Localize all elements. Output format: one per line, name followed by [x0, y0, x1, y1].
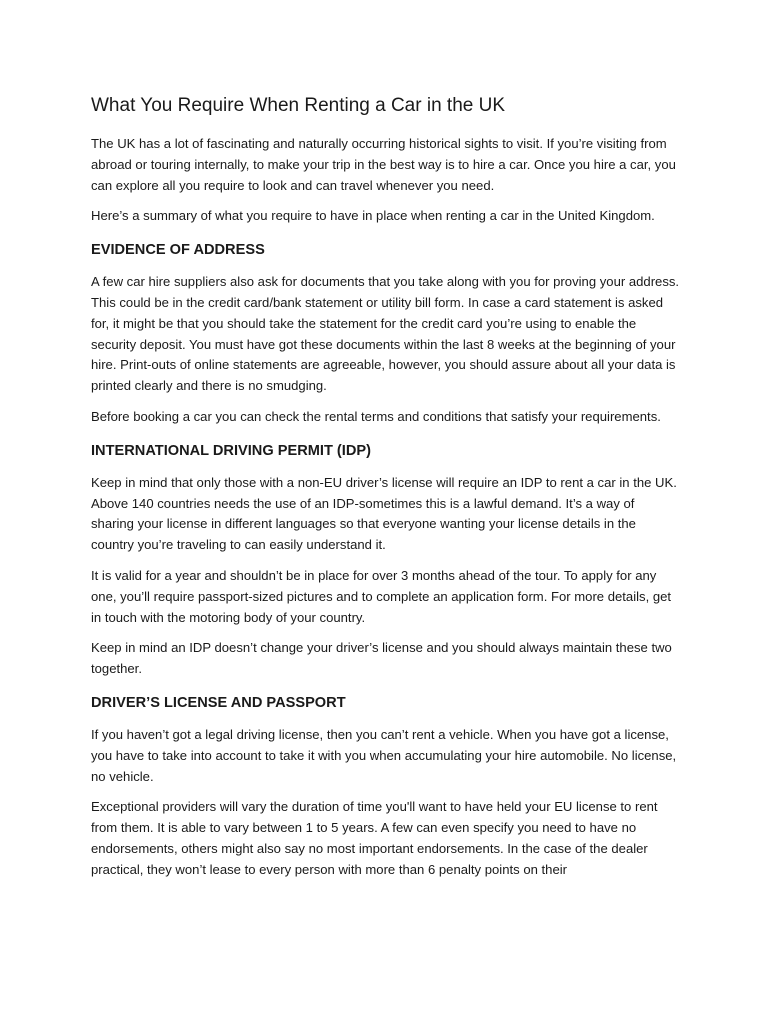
- body-paragraph: If you haven’t got a legal driving license, then you can’t rent a vehicle. When you have got a license, you have to take into account to take it with you when accumulating your hire automobile. No license, no vehicle.: [91, 726, 677, 784]
- intro-paragraph: Here’s a summary of what you require to have in place when renting a car in the United Kingdom.: [91, 208, 655, 224]
- body-paragraph: It is valid for a year and shouldn’t be in place for over 3 months ahead of the tour. To apply for any one, you’ll require passport-sized pictures and to complete an application form. For more details, get in touch with the motoring body of your country.: [91, 567, 672, 625]
- body-paragraph: Before booking a car you can check the rental terms and conditions that satisfy your requirements.: [91, 408, 661, 424]
- document-title: What You Require When Renting a Car in the UK: [91, 95, 506, 116]
- body-paragraph: A few car hire suppliers also ask for documents that you take along with you for proving your address. This could be in the credit card/bank statement or utility bill form. In case a card statement is asked for, it might be that you should take the statement for the credit card you’re using to enable the security deposit. You must have got these documents within the last 8 weeks at the beginning of your hire. Print-outs of online statements are agreeable, however, you should assure about all your data is printed clearly and there is no smudging.: [91, 274, 680, 394]
- section-heading-evidence-of-address: EVIDENCE OF ADDRESS: [91, 242, 265, 259]
- body-paragraph: Exceptional providers will vary the duration of time you'll want to have held your EU license to rent from them. It is able to vary between 1 to 5 years. A few can even specify you need to have no endorsements, others might also say no most important endorsements. In the case of the dealer practical, they won’t lease to every person with more than 6 penalty points on their: [91, 799, 658, 877]
- intro-paragraph: The UK has a lot of fascinating and naturally occurring historical sights to visit. If you’re visiting from abroad or touring internally, to make your trip in the best way is to hire a car. Once you hire a car, you can explore all you require to look and can travel whenever you need.: [91, 136, 676, 193]
- section-heading-international-driving-permit: INTERNATIONAL DRIVING PERMIT (IDP): [91, 442, 371, 459]
- body-paragraph: Keep in mind an IDP doesn’t change your driver’s license and you should always maintain these two together.: [91, 640, 672, 677]
- body-paragraph: Keep in mind that only those with a non-EU driver’s license will require an IDP to rent a car in the UK. Above 140 countries needs the use of an IDP-sometimes this is a lawful demand. It’s a way of sharing your license in different languages so that everyone wanting your license details in the country you’re traveling to can easily understand it.: [91, 474, 677, 553]
- section-heading-drivers-license-and-passport: DRIVER’S LICENSE AND PASSPORT: [91, 694, 346, 711]
